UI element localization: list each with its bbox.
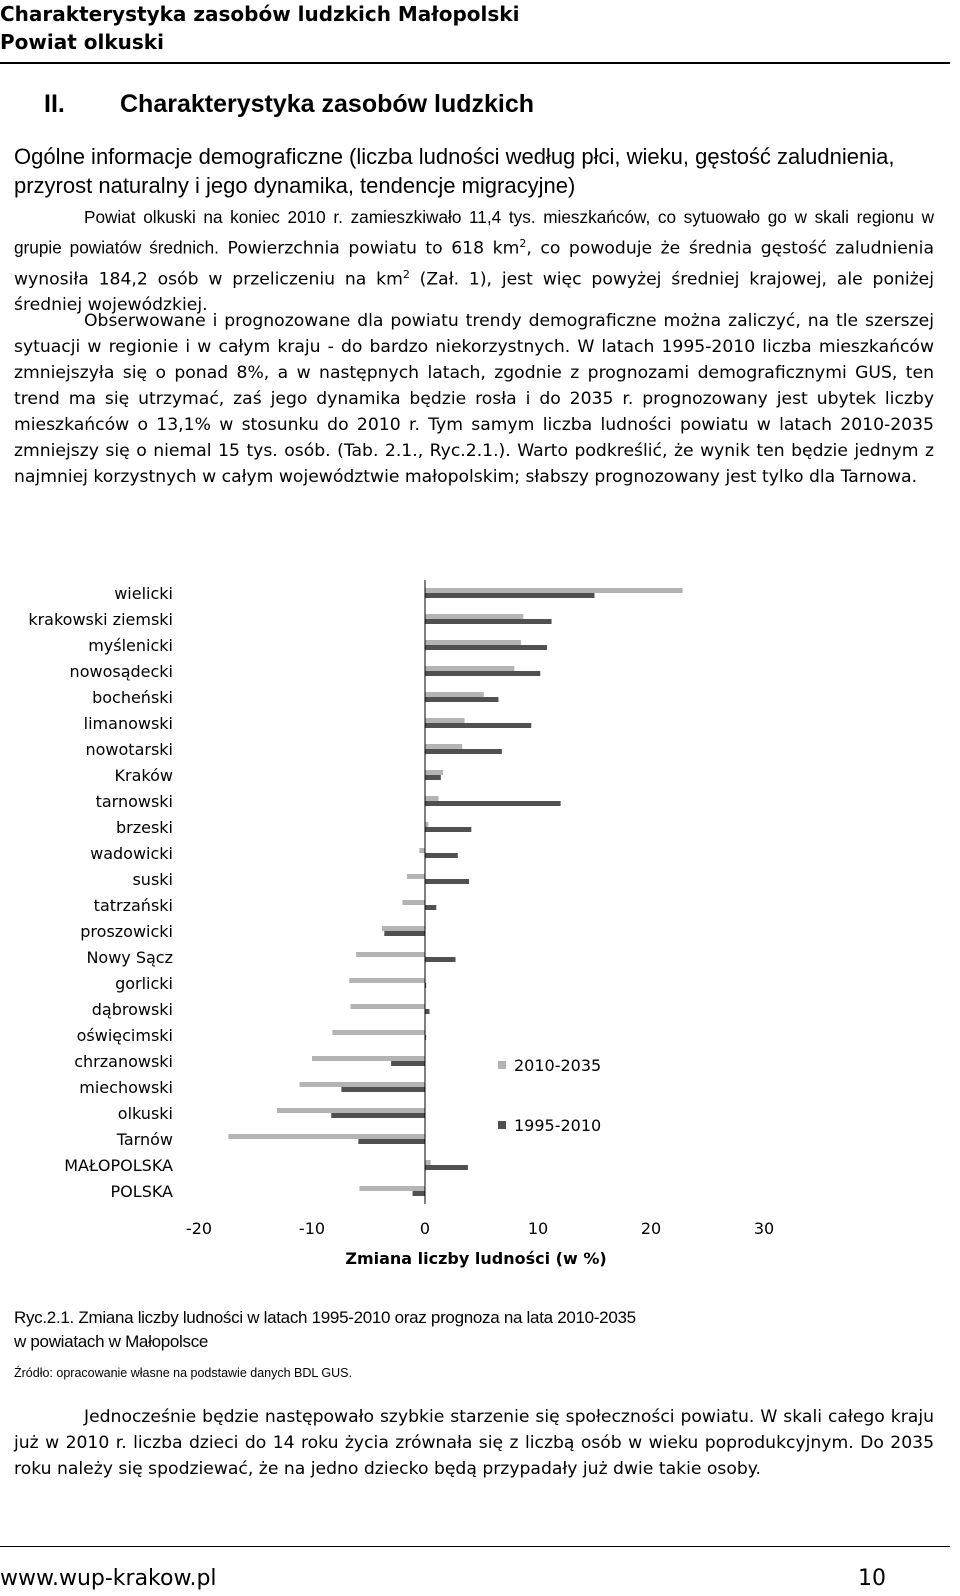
bar-forecast bbox=[425, 770, 443, 775]
category-label: Tarnów bbox=[116, 1130, 173, 1149]
chart-svg bbox=[0, 560, 960, 1280]
x-tick-label: 30 bbox=[753, 1219, 775, 1238]
bar-historic bbox=[425, 593, 595, 598]
bar-historic bbox=[391, 1061, 425, 1066]
category-label: wielicki bbox=[114, 584, 173, 603]
bar-forecast bbox=[277, 1108, 425, 1113]
category-label: oświęcimski bbox=[76, 1026, 173, 1045]
category-label: dąbrowski bbox=[91, 1000, 173, 1019]
paragraph-trends bbox=[14, 308, 934, 490]
bar-historic bbox=[425, 775, 441, 780]
bar-historic bbox=[425, 671, 540, 676]
category-label: proszowicki bbox=[80, 922, 173, 941]
para1-part-a: Powiat olkuski na koniec 2010 r. zamieszkiwało 11,4 tys. mieszkańców, co sytuowało go w skali regionu w grupie powiatów średnich. bbox=[14, 207, 934, 258]
bar-forecast bbox=[359, 1186, 425, 1191]
legend-swatch bbox=[498, 1121, 506, 1129]
category-label: tarnowski bbox=[95, 792, 173, 811]
bar-historic bbox=[425, 1165, 468, 1170]
bar-forecast bbox=[350, 1004, 425, 1009]
bar-historic bbox=[413, 1191, 425, 1196]
category-label: POLSKA bbox=[110, 1182, 173, 1201]
population-change-chart bbox=[0, 560, 960, 1280]
category-label: Kraków bbox=[114, 766, 173, 785]
footer-divider bbox=[0, 1546, 950, 1547]
bar-historic bbox=[358, 1139, 425, 1144]
bar-forecast bbox=[425, 822, 428, 827]
subsection-heading: Ogólne informacje demograficzne (liczba ludności według płci, wieku, gęstość zaludnienia, przyrost naturalny i jego dynamika, tendencje migracyjne) bbox=[14, 144, 895, 198]
bar-historic bbox=[425, 879, 469, 884]
category-label: wadowicki bbox=[90, 844, 173, 863]
bar-historic bbox=[331, 1113, 425, 1118]
footer-url: www.wup-krakow.pl bbox=[0, 1566, 217, 1591]
bar-historic bbox=[341, 1087, 425, 1092]
legend-swatch bbox=[498, 1061, 506, 1069]
header-subtitle: Powiat olkuski bbox=[0, 30, 164, 54]
bar-historic bbox=[425, 1009, 430, 1014]
figure-caption bbox=[14, 1306, 636, 1354]
x-axis-title: Zmiana liczby ludności (w %) bbox=[345, 1249, 607, 1268]
category-label: krakowski ziemski bbox=[28, 610, 173, 629]
bar-forecast bbox=[332, 1030, 425, 1035]
caption-line-1: Ryc.2.1. Zmiana liczby ludności w latach 1995-2010 oraz prognoza na lata 2010-2035 bbox=[14, 1308, 636, 1327]
para3-text: Jednocześnie będzie następowało szybkie starzenie się społeczności powiatu. W skali całego kraju już w 2010 r. liczba dzieci do 14 roku życia zrównała się z liczbą osób w wieku poprodukcyjnym. Do 2035 roku należy się spodziewać, że na jedno dziecko będą przypadały już dwie takie osoby. bbox=[14, 1407, 934, 1479]
page-header bbox=[0, 0, 960, 64]
bar-historic bbox=[425, 905, 436, 910]
bar-historic bbox=[384, 931, 425, 936]
para1-part-d: (Zał. 1), jest więc powyżej średniej krajowej, ale poniżej średniej wojewódzkiej. bbox=[14, 269, 934, 316]
para1-sup1: 2 bbox=[519, 237, 527, 250]
x-tick-label: -10 bbox=[298, 1219, 326, 1238]
category-label: nowosądecki bbox=[69, 662, 173, 681]
x-tick-label: 10 bbox=[527, 1219, 549, 1238]
bar-historic bbox=[425, 749, 502, 754]
bar-historic bbox=[425, 853, 458, 858]
category-label: olkuski bbox=[117, 1104, 173, 1123]
x-tick-label: -20 bbox=[185, 1219, 213, 1238]
para1-part-c: , co powoduje że średnia gęstość zaludnienia wynosiła 184,2 osób w przeliczeniu na km bbox=[14, 238, 934, 290]
x-tick-label: 20 bbox=[640, 1219, 662, 1238]
bar-historic bbox=[425, 619, 552, 624]
bar-forecast bbox=[425, 718, 465, 723]
category-label: tatrzański bbox=[93, 896, 173, 915]
section-number: II. bbox=[44, 90, 65, 118]
section-title: Charakterystyka zasobów ludzkich bbox=[120, 90, 535, 118]
bar-forecast bbox=[425, 666, 514, 671]
page-number: 10 bbox=[858, 1566, 886, 1591]
category-label: chrzanowski bbox=[74, 1052, 173, 1071]
bar-forecast bbox=[402, 900, 425, 905]
legend-label: 1995-2010 bbox=[514, 1116, 602, 1135]
category-label: myślenicki bbox=[88, 636, 173, 655]
bar-historic bbox=[425, 827, 471, 832]
category-label: Nowy Sącz bbox=[86, 948, 173, 967]
bar-forecast bbox=[312, 1056, 425, 1061]
bar-forecast bbox=[407, 874, 425, 879]
category-label: nowotarski bbox=[85, 740, 173, 759]
bar-forecast bbox=[349, 978, 425, 983]
para2-text: Obserwowane i prognozowane dla powiatu trendy demograficzne można zaliczyć, na tle szerszej sytuacji w regionie i w całym kraju - do bardzo niekorzystnych. W latach 1995-2010 liczba mieszkańców zmniejszyła się o ponad 8%, a w następnych latach, zgodnie z prognozami demograficznymi GUS, ten trend ma się utrzymać, zaś jego dynamika będzie rosła i do 2035 r. prognozowany jest ubytek liczby mieszkańców o 13,1% w stosunku do 2010 r. Tym samym liczba ludności powiatu w latach 2010-2035 zmniejszy się o niemal 15 tys. osób. (Tab. 2.1., Ryc.2.1.). Warto podkreślić, że wynik ten będzie jednym z najmniej korzystnych w całym województwie małopolskim; słabszy prognozowany jest tylko dla Tarnowa. bbox=[14, 311, 934, 487]
paragraph-aging bbox=[14, 1404, 934, 1482]
header-divider bbox=[0, 62, 950, 64]
bar-forecast bbox=[228, 1134, 425, 1139]
para1-part-b: Powierzchnia powiatu to 618 km bbox=[218, 238, 520, 259]
para1-sup2: 2 bbox=[402, 267, 410, 281]
figure-source: Źródło: opracowanie własne na podstawie danych BDL GUS. bbox=[14, 1366, 352, 1380]
section-heading bbox=[44, 90, 534, 119]
bar-forecast bbox=[425, 588, 683, 593]
bar-historic bbox=[425, 801, 561, 806]
bar-forecast bbox=[356, 952, 425, 957]
category-label: gorlicki bbox=[115, 974, 173, 993]
bar-forecast bbox=[425, 614, 523, 619]
category-label: brzeski bbox=[115, 818, 173, 837]
category-label: miechowski bbox=[79, 1078, 173, 1097]
bar-forecast bbox=[300, 1082, 425, 1087]
bar-forecast bbox=[425, 692, 484, 697]
category-label: MAŁOPOLSKA bbox=[64, 1156, 173, 1175]
category-label: suski bbox=[132, 870, 173, 889]
bar-forecast bbox=[425, 1160, 431, 1165]
caption-line-2: w powiatach w Małopolsce bbox=[14, 1332, 209, 1351]
bar-historic bbox=[425, 723, 531, 728]
paragraph-population bbox=[14, 204, 934, 318]
bar-historic bbox=[425, 697, 498, 702]
bar-forecast bbox=[382, 926, 425, 931]
bar-forecast bbox=[425, 744, 462, 749]
bar-historic bbox=[425, 645, 547, 650]
header-title: Charakterystyka zasobów ludzkich Małopolski bbox=[0, 2, 520, 26]
category-label: bocheński bbox=[92, 688, 173, 707]
bar-historic bbox=[425, 957, 456, 962]
legend-label: 2010-2035 bbox=[514, 1056, 602, 1075]
x-tick-label: 0 bbox=[419, 1219, 431, 1238]
bar-forecast bbox=[425, 796, 439, 801]
bar-forecast bbox=[419, 848, 425, 853]
category-label: limanowski bbox=[83, 714, 173, 733]
bar-forecast bbox=[425, 640, 521, 645]
